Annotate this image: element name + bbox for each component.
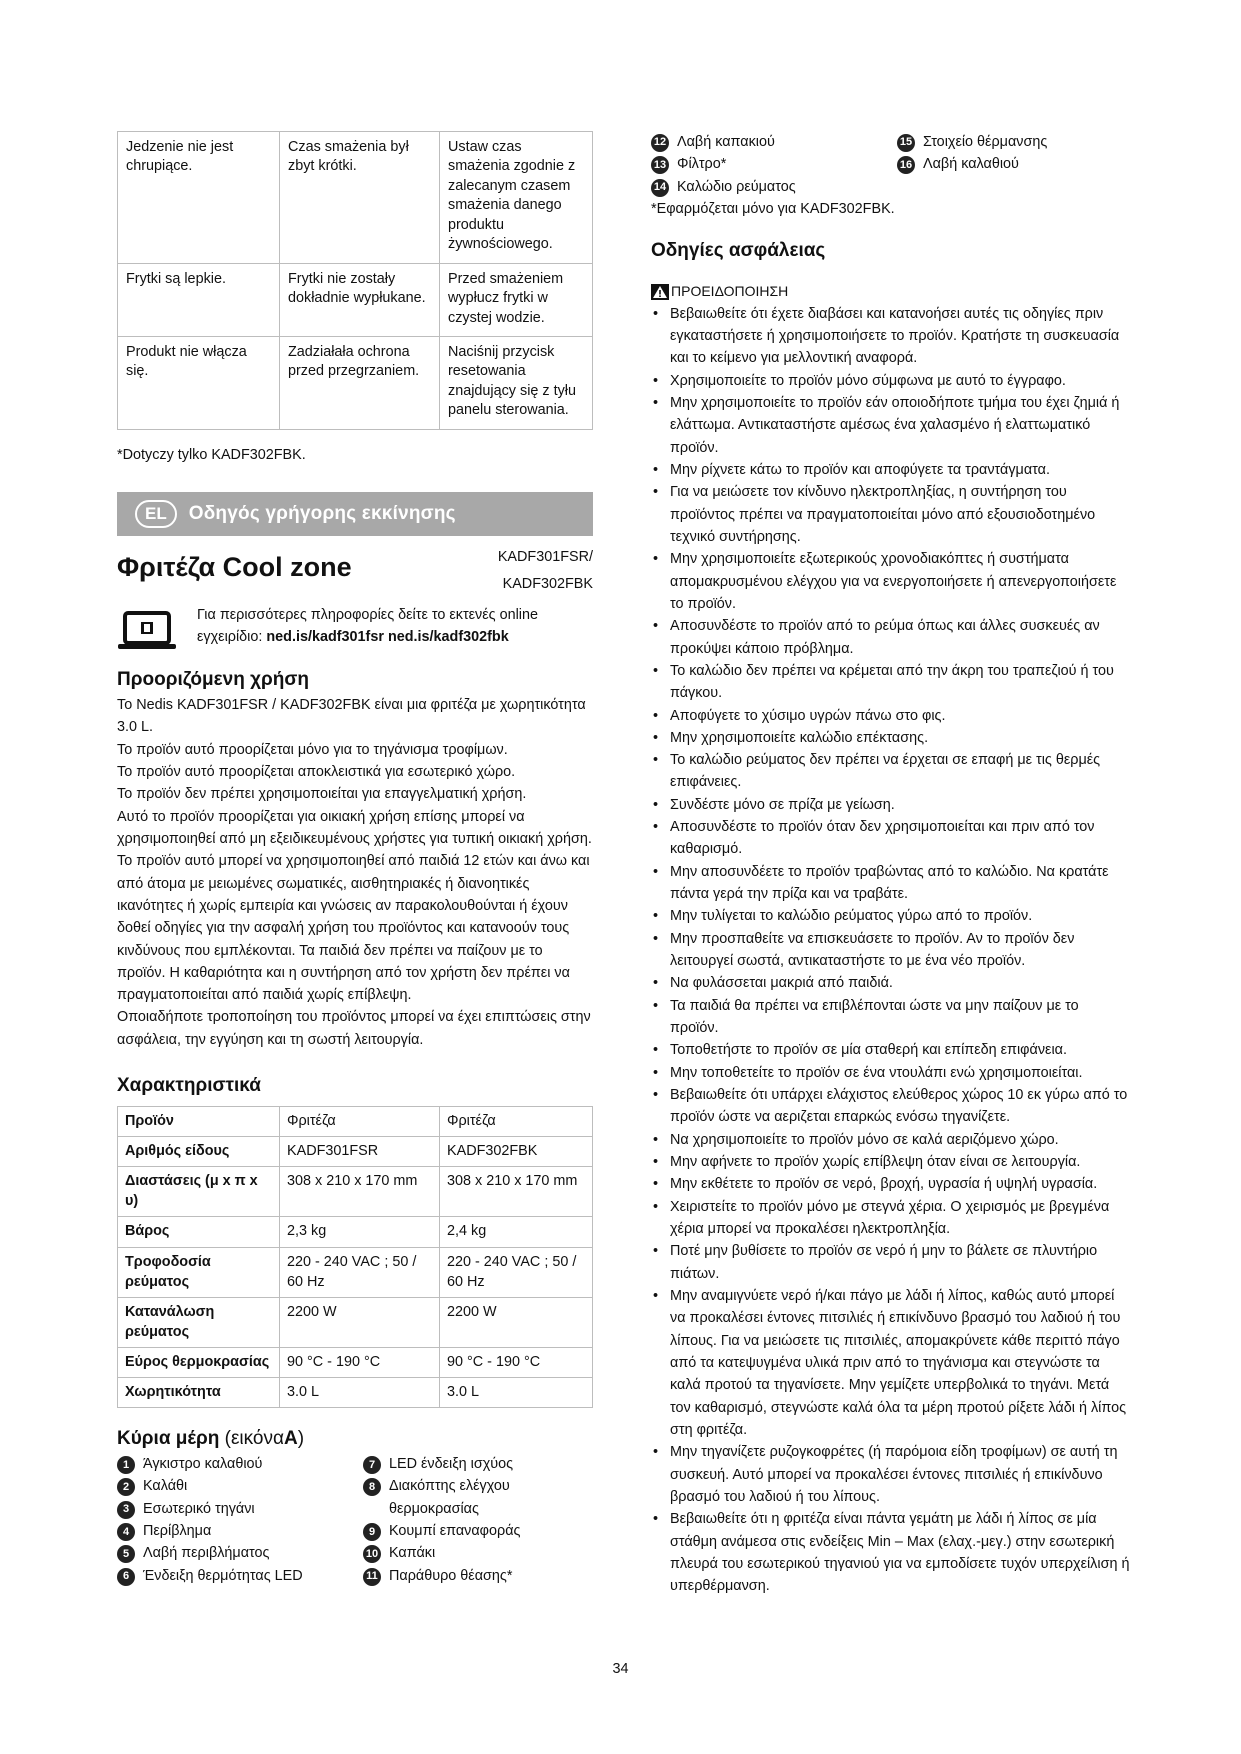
paragraph: Το προϊόν αυτό προορίζεται μόνο για το τηγάνισμα τροφίμων. xyxy=(117,741,508,758)
table-row xyxy=(118,1217,593,1247)
number-badge-icon: 16 xyxy=(897,156,915,174)
spec-key: Τροφοδοσία ρεύματος xyxy=(118,1247,280,1297)
part-label: Ένδειξη θερμότητας LED xyxy=(143,1567,303,1584)
list-item: • Να χρησιμοποιείτε το προϊόν μόνο σε καλά αεριζόμενο χώρο. xyxy=(651,1129,1131,1151)
list-item: • Το καλώδιο ρεύματος δεν πρέπει να έρχεται σε επαφή με τις θερμές επιφάνειες. xyxy=(651,749,1131,794)
spec-value: Φριτέζα xyxy=(280,1106,440,1136)
spec-value: 220 - 240 VAC ; 50 / 60 Hz xyxy=(280,1247,440,1297)
list-item xyxy=(117,1542,363,1564)
list-item: • Να φυλάσσεται μακριά από παιδιά. xyxy=(651,972,1131,994)
list-item xyxy=(363,1542,593,1564)
list-item: • Μην τοποθετείτε το προϊόν σε ένα ντουλάπι ενώ χρησιμοποιείται. xyxy=(651,1062,1131,1084)
list-item: • Τοποθετήστε το προϊόν σε μία σταθερή και επίπεδη επιφάνεια. xyxy=(651,1039,1131,1061)
product-header xyxy=(117,542,593,597)
intended-use-heading: Προοριζόμενη χρήση xyxy=(117,669,310,691)
solution-cell: Naciśnij przycisk resetowania znajdujący się z tyłu panelu sterowania. xyxy=(440,336,593,429)
cause-cell: Zadziałała ochrona przed przegrzaniem. xyxy=(280,336,440,429)
spec-value: 2200 W xyxy=(440,1297,593,1347)
number-badge-icon: 15 xyxy=(897,134,915,152)
spec-key: Βάρος xyxy=(118,1217,280,1247)
number-badge-icon: 7 xyxy=(363,1456,381,1474)
page-number: 34 xyxy=(612,1661,629,1677)
spec-value: 90 °C - 190 °C xyxy=(280,1348,440,1378)
right-column xyxy=(651,131,1131,1598)
list-item: • Μην τηγανίζετε ρυζογκοφρέτες (ή παρόμοια είδη τροφίμων) σε αυτή τη συσκευή. Αυτό μπορεί να προκαλέσει έντονες πιτσιλιές ή επικίνδυνο βρασμό του λαδιού ή του λίπους. xyxy=(651,1441,1131,1508)
model-number: KADF301FSR/ xyxy=(497,549,593,566)
table-row xyxy=(118,263,593,336)
list-item xyxy=(117,1475,363,1497)
cause-cell: Czas smażenia był zbyt krótki. xyxy=(280,132,440,264)
list-item: • Μην αφήνετε το προϊόν χωρίς επίβλεψη όταν είναι σε λειτουργία. xyxy=(651,1151,1131,1173)
number-badge-icon: 13 xyxy=(651,156,669,174)
model-number: KADF302FBK xyxy=(502,575,593,592)
spec-value: KADF301FSR xyxy=(280,1136,440,1166)
spec-value: 90 °C - 190 °C xyxy=(440,1348,593,1378)
part-label: Παράθυρο θέασης* xyxy=(389,1567,513,1584)
main-parts-list xyxy=(117,1453,593,1587)
list-item xyxy=(117,1453,363,1475)
part-label: Διακόπτης ελέγχου θερμοκρασίας xyxy=(389,1478,510,1517)
main-parts-heading-close: ) xyxy=(297,1428,305,1450)
part-label: Περίβλημα xyxy=(143,1523,212,1540)
spec-value: Φριτέζα xyxy=(440,1106,593,1136)
spec-value: 3.0 L xyxy=(280,1378,440,1408)
number-badge-icon: 8 xyxy=(363,1478,381,1496)
number-badge-icon: 2 xyxy=(117,1478,135,1496)
spec-value: KADF302FBK xyxy=(440,1136,593,1166)
number-badge-icon: 9 xyxy=(363,1523,381,1541)
list-item: • Μην αναμιγνύετε νερό ή/και πάγο με λάδι ή λίπος, καθώς αυτό μπορεί να προκαλέσει έντονες πιτσιλιές ή επικίνδυνο βρασμό του λαδιού ή του λίπους. Για να μειώσετε τις πιτσιλιές, απομακρύνετε κάθε περιττό πάγο από τα κατεψυγμένα υλικά πριν από το τηγάνισμα και στεγνώστε τα καλά προτού τα τηγανίσετε. Μην γεμίζετε υπερβολικά το τηγάνι. Μετά τον καθαρισμό, στεγνώστε καλά όλα τα μέρη προτού ρίξετε λάδι ή λίπος στη φριτέζα. xyxy=(651,1285,1131,1441)
paragraph: Το προϊόν αυτό προορίζεται αποκλειστικά για εσωτερικό χώρο. xyxy=(117,763,516,780)
warning-icon xyxy=(651,284,669,300)
warning-label xyxy=(651,281,1131,303)
list-item xyxy=(897,153,1131,175)
list-item: • Αποφύγετε το χύσιμο υγρών πάνω στο φις. xyxy=(651,705,1131,727)
info-text: Για περισσότερες πληροφορίες δείτε το εκτενές online εγχειρίδιο: xyxy=(197,607,538,645)
paragraph: Αυτό το προϊόν προορίζεται για οικιακή χρήση επίσης μπορεί να χρησιμοποιηθεί από μη εξειδικευμένους χρήστες για τυπική οικιακή χρήση. xyxy=(117,808,592,847)
list-item xyxy=(651,176,897,198)
intended-use-body xyxy=(117,694,593,1051)
number-badge-icon: 14 xyxy=(651,179,669,197)
list-item xyxy=(363,1520,593,1542)
table-row xyxy=(118,1348,593,1378)
spec-key: Αριθμός είδους xyxy=(118,1136,280,1166)
safety-heading: Οδηγίες ασφάλειας xyxy=(651,240,826,262)
part-label: Καλώδιο ρεύματος xyxy=(677,178,796,195)
part-label: Λαβή περιβλήματος xyxy=(143,1545,270,1562)
list-item: • Αποσυνδέστε το προϊόν όταν δεν χρησιμοποιείται και πριν από τον καθαρισμό. xyxy=(651,816,1131,861)
number-badge-icon: 6 xyxy=(117,1568,135,1586)
paragraph: Το Nedis KADF301FSR / KADF302FBK είναι μια φριτέζα με χωρητικότητα 3.0 L. xyxy=(117,696,586,736)
model-numbers xyxy=(498,544,593,597)
part-label: Λαβή καπακιού xyxy=(677,134,775,150)
list-item: • Για να μειώσετε τον κίνδυνο ηλεκτροπληξίας, η συντήρηση του προϊόντος πρέπει να πραγματοποιείται μόνο από εξουσιοδοτημένο τεχνικό συντήρησης. xyxy=(651,481,1131,548)
online-manual-info xyxy=(117,605,593,651)
specs-heading: Χαρακτηριστικά xyxy=(117,1075,261,1097)
paragraph: Οποιαδήποτε τροποποίηση του προϊόντος μπορεί να έχει επιπτώσεις στην ασφάλεια, την εγγύηση και τη σωστή λειτουργία. xyxy=(117,1009,591,1048)
parts-column xyxy=(651,131,897,198)
problem-cell: Produkt nie włącza się. xyxy=(118,336,280,429)
figure-letter: A xyxy=(283,1428,298,1450)
list-item: • Μην τυλίγεται το καλώδιο ρεύματος γύρω από το προϊόν. xyxy=(651,905,1131,927)
manual-link[interactable]: ned.is/kadf301fsr ned.is/kadf302fbk xyxy=(266,628,509,645)
list-item: • Βεβαιωθείτε ότι η φριτέζα είναι πάντα γεμάτη με λάδι ή λίπος σε μία στάθμη ανάμεσα στις ενδείξεις Min – Max (ελαχ.-μεγ.) στην εσωτερική πλευρά του εσωτερικού τηγανιού για να εμποδίσετε τυχόν υπερχείλιση ή υπερθέρμανση. xyxy=(651,1508,1131,1597)
part-label: Κουμπί επαναφοράς xyxy=(389,1523,521,1540)
number-badge-icon: 12 xyxy=(651,134,669,152)
list-item: • Το καλώδιο δεν πρέπει να κρέμεται από την άκρη του τραπεζιού ή του πάγκου. xyxy=(651,660,1131,705)
list-item xyxy=(363,1453,593,1475)
list-item xyxy=(363,1565,593,1587)
problem-cell: Frytki są lepkie. xyxy=(118,263,280,336)
number-badge-icon: 11 xyxy=(363,1568,381,1586)
parts-footnote: *Εφαρμόζεται μόνο για KADF302FBK. xyxy=(651,200,895,217)
spec-value: 2,4 kg xyxy=(440,1217,593,1247)
parts-column xyxy=(363,1453,593,1587)
list-item xyxy=(363,1475,593,1520)
solution-cell: Ustaw czas smażenia zgodnie z zalecanym czasem smażenia danego produktu żywnościowego. xyxy=(440,132,593,264)
spec-value: 220 - 240 VAC ; 50 / 60 Hz xyxy=(440,1247,593,1297)
list-item xyxy=(117,1520,363,1542)
paragraph: Το προϊόν δεν πρέπει χρησιμοποιείται για επαγγελματική χρήση. xyxy=(117,786,527,803)
list-item: • Μην αποσυνδέετε το προϊόν τραβώντας από το καλώδιο. Να κρατάτε πάντα γερά την πρίζα και να τραβάτε. xyxy=(651,861,1131,906)
number-badge-icon: 5 xyxy=(117,1545,135,1563)
number-badge-icon: 4 xyxy=(117,1523,135,1541)
part-label: Εσωτερικό τηγάνι xyxy=(143,1500,255,1517)
product-title: Φριτέζα Cool zone xyxy=(117,552,352,583)
spec-value: 3.0 L xyxy=(440,1378,593,1408)
paragraph: Το προϊόν αυτό μπορεί να χρησιμοποιηθεί από παιδιά 12 ετών και άνω και από άτομα με μειωμένες σωματικές, αισθητηριακές ή διανοητικές ικανότητες ή χωρίς εμπειρία και γνώσεις αν παρακολουθούνται ή έχουν δοθεί οδηγίες για την ασφαλή χρήση του προϊόντος και κατανοούν τους κινδύνους που εμπλέκονται. Τα παιδιά δεν πρέπει να παίζουν με το προϊόν. Η καθαριότητα και η συντήρηση από τον χρήστη δεν πρέπει να πραγματοποιείται από παιδιά χωρίς επίβλεψη. xyxy=(117,853,590,1004)
troubleshooting-table xyxy=(117,131,593,430)
spec-key: Διαστάσεις (μ x π x υ) xyxy=(118,1167,280,1217)
list-item: • Βεβαιωθείτε ότι έχετε διαβάσει και κατανοήσει αυτές τις οδηγίες πριν εγκαταστήσετε ή χρησιμοποιήσετε το προϊόν. Κρατήστε τη συσκευασία και το κείμενο για μελλοντική αναφορά. xyxy=(651,303,1131,370)
list-item: • Βεβαιωθείτε ότι υπάρχει ελάχιστος ελεύθερος χώρος 10 εκ γύρω από το προϊόν ώστε να αεριζεται επαρκώς ενόσω τηγανίζετε. xyxy=(651,1084,1131,1129)
banner-title: Οδηγός γρήγορης εκκίνησης xyxy=(188,503,456,525)
part-label: Στοιχείο θέρμανσης xyxy=(923,134,1048,150)
main-parts-list-continued xyxy=(651,131,1131,198)
list-item: • Μην προσπαθείτε να επισκευάσετε το προϊόν. Αν το προϊόν δεν λειτουργεί σωστά, αντικαταστήστε το με ένα νέο προϊόν. xyxy=(651,928,1131,973)
spec-value: 308 x 210 x 170 mm xyxy=(280,1167,440,1217)
part-label: Καπάκι xyxy=(389,1545,436,1562)
safety-list xyxy=(651,303,1131,1598)
table-row xyxy=(118,336,593,429)
part-label: Φίλτρο* xyxy=(677,156,727,173)
list-item: • Τα παιδιά θα πρέπει να επιβλέπονται ώστε να μην παίζουν με το προϊόν. xyxy=(651,995,1131,1040)
parts-column xyxy=(897,131,1131,198)
part-label: LED ένδειξη ισχύος xyxy=(389,1456,514,1473)
list-item: • Μην χρησιμοποιείτε καλώδιο επέκτασης. xyxy=(651,727,1131,749)
list-item: • Μην χρησιμοποιείτε εξωτερικούς χρονοδιακόπτες ή συστήματα απομακρυσμένου ελέγχου για να ενεργοποιήσετε ή απενεργοποιήσετε το προϊόν. xyxy=(651,548,1131,615)
left-column xyxy=(117,131,593,1587)
language-badge: EL xyxy=(135,500,177,528)
number-badge-icon: 1 xyxy=(117,1456,135,1474)
spec-key: Προϊόν xyxy=(118,1106,280,1136)
spec-key: Κατανάλωση ρεύματος xyxy=(118,1297,280,1347)
specs-table xyxy=(117,1106,593,1409)
number-badge-icon: 3 xyxy=(117,1501,135,1519)
spec-value: 308 x 210 x 170 mm xyxy=(440,1167,593,1217)
part-label: Άγκιστρο καλαθιού xyxy=(143,1456,263,1473)
table-row xyxy=(118,132,593,264)
table-row xyxy=(118,1167,593,1217)
table-row xyxy=(118,1297,593,1347)
list-item: • Ποτέ μην βυθίσετε το προϊόν σε νερό ή μην το βάλετε σε πλυντήριο πιάτων. xyxy=(651,1240,1131,1285)
list-item: • Μην ρίχνετε κάτω το προϊόν και αποφύγετε τα τραντάγματα. xyxy=(651,459,1131,481)
solution-cell: Przed smażeniem wypłucz frytki w czystej wodzie. xyxy=(440,263,593,336)
main-parts-heading xyxy=(117,1426,593,1453)
spec-value: 2,3 kg xyxy=(280,1217,440,1247)
part-label: Καλάθι xyxy=(143,1478,188,1495)
list-item: • Χειριστείτε το προϊόν μόνο με στεγνά χέρια. Ο χειρισμός με βρεγμένα χέρια μπορεί να προκαλέσει ηλεκτροπληξία. xyxy=(651,1196,1131,1241)
table-row xyxy=(118,1106,593,1136)
list-item xyxy=(897,131,1131,153)
warning-text: ΠΡΟΕΙΔΟΠΟΙΗΣΗ xyxy=(671,282,789,299)
list-item xyxy=(117,1565,363,1587)
problem-cell: Jedzenie nie jest chrupiące. xyxy=(118,132,280,264)
spec-value: 2200 W xyxy=(280,1297,440,1347)
main-parts-heading-ref: (εικόνα xyxy=(224,1428,284,1450)
main-parts-heading-bold: Κύρια μέρη xyxy=(117,1428,220,1450)
list-item xyxy=(651,153,897,175)
list-item: • Μην χρησιμοποιείτε το προϊόν εάν οποιοδήποτε τμήμα του έχει ζημιά ή ελάττωμα. Αντικαταστήστε αμέσως ένα χαλασμένο ή ελαττωματικό προϊόν. xyxy=(651,392,1131,459)
list-item xyxy=(117,1498,363,1520)
spec-key: Χωρητικότητα xyxy=(118,1378,280,1408)
table-row xyxy=(118,1378,593,1408)
parts-column xyxy=(117,1453,363,1587)
list-item: • Χρησιμοποιείτε το προϊόν μόνο σύμφωνα με αυτό το έγγραφο. xyxy=(651,370,1131,392)
spec-key: Εύρος θερμοκρασίας xyxy=(118,1348,280,1378)
list-item xyxy=(651,131,897,153)
list-item: • Αποσυνδέστε το προϊόν από το ρεύμα όπως και άλλες συσκευές αν προκύψει κάποιο πρόβλημα. xyxy=(651,615,1131,660)
laptop-icon xyxy=(117,611,177,651)
part-label: Λαβή καλαθιού xyxy=(923,156,1019,173)
number-badge-icon: 10 xyxy=(363,1545,381,1563)
troubleshooting-footnote: *Dotyczy tylko KADF302FBK. xyxy=(117,446,306,463)
online-manual-text xyxy=(197,605,593,648)
table-row xyxy=(118,1136,593,1166)
cause-cell: Frytki nie zostały dokładnie wypłukane. xyxy=(280,263,440,336)
quick-start-banner xyxy=(117,492,593,536)
list-item: • Συνδέστε μόνο σε πρίζα με γείωση. xyxy=(651,794,1131,816)
list-item: • Μην εκθέτετε το προϊόν σε νερό, βροχή, υγρασία ή υψηλή υγρασία. xyxy=(651,1173,1131,1195)
table-row xyxy=(118,1247,593,1297)
